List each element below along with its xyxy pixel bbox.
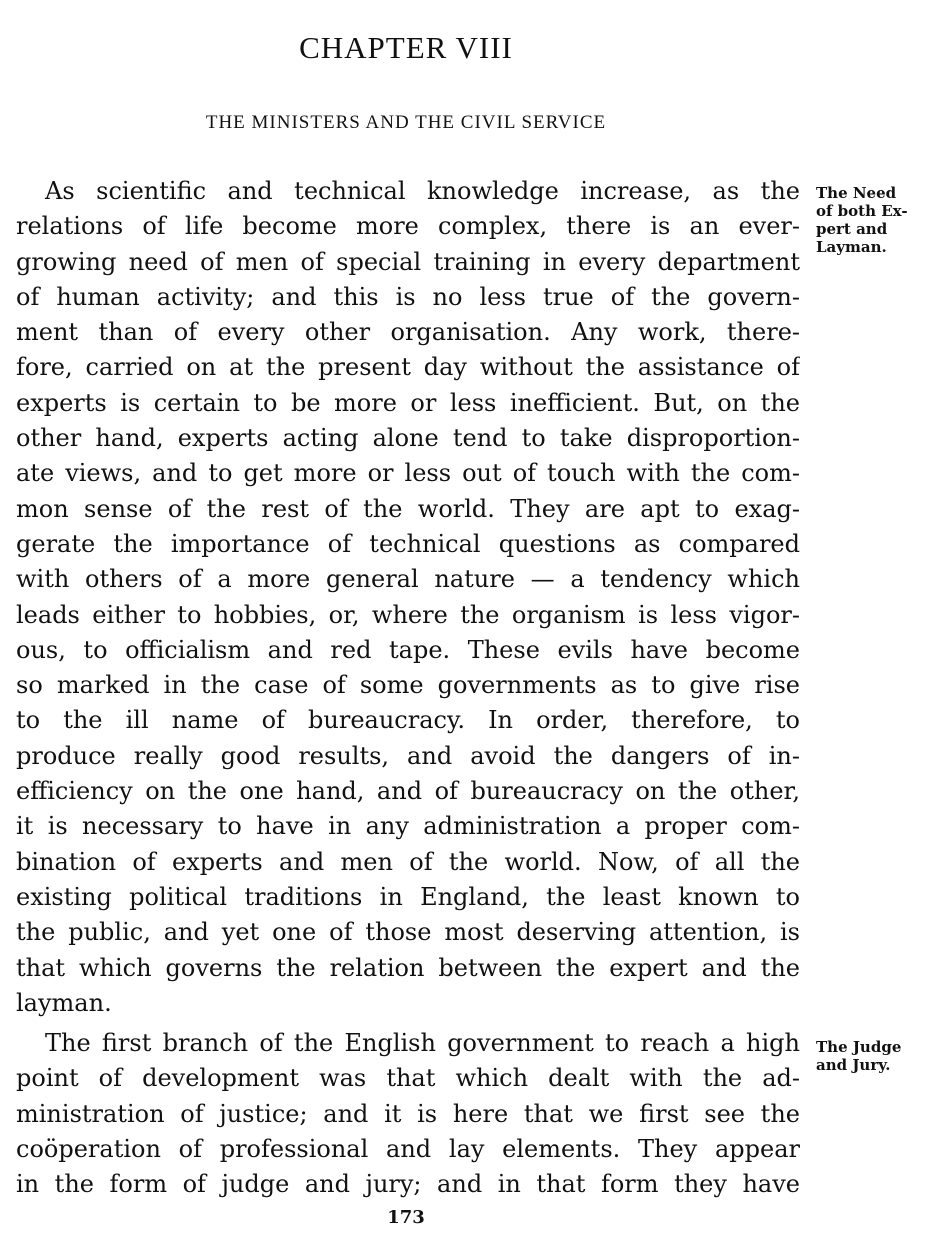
text-line: existing political traditions in England, the least known to bbox=[16, 882, 800, 911]
margin-note-line: pert and bbox=[816, 220, 888, 238]
paragraph-1 bbox=[16, 174, 800, 1021]
text-line: efficiency on the one hand, and of bureaucracy on the other, bbox=[16, 777, 800, 806]
text-line: produce really good results, and avoid the dangers of in- bbox=[16, 741, 800, 770]
chapter-title: CHAPTER VIII bbox=[299, 30, 513, 65]
text-line: it is necessary to have in any administration a proper com- bbox=[16, 812, 800, 841]
text-line: layman. bbox=[16, 988, 112, 1017]
text-line: experts is certain to be more or less inefficient. But, on the bbox=[16, 388, 800, 417]
text-line: mon sense of the rest of the world. They are apt to exag- bbox=[16, 494, 800, 523]
margin-note-line: The Need bbox=[816, 184, 897, 202]
text-line: coöperation of professional and lay elements. They appear bbox=[16, 1134, 800, 1163]
text-line: ate views, and to get more or less out of touch with the com- bbox=[16, 459, 800, 488]
margin-note-line: of both Ex- bbox=[816, 202, 908, 220]
page-number: 173 bbox=[387, 1207, 425, 1228]
margin-note-line: and Jury. bbox=[816, 1056, 891, 1074]
text-line: bination of experts and men of the world. Now, of all the bbox=[16, 847, 800, 876]
text-line: of human activity; and this is no less true of the govern- bbox=[16, 282, 800, 311]
text-line: growing need of men of special training in every department bbox=[16, 247, 800, 276]
margin-note-need-of-expert-and-layman bbox=[816, 184, 908, 256]
section-title: THE MINISTERS AND THE CIVIL SERVICE bbox=[205, 112, 607, 133]
text-line: to the ill name of bureaucracy. In order, therefore, to bbox=[16, 706, 800, 735]
text-line: with others of a more general nature — a tendency which bbox=[16, 565, 800, 594]
text-line: other hand, experts acting alone tend to take disproportion- bbox=[16, 424, 800, 453]
text-line: point of development was that which dealt with the ad- bbox=[16, 1064, 800, 1093]
text-line: gerate the importance of technical questions as compared bbox=[16, 529, 800, 558]
paragraph-2 bbox=[16, 1026, 800, 1202]
text-line: fore, carried on at the present day without the assistance of bbox=[16, 353, 800, 382]
text-line: in the form of judge and jury; and in that form they have bbox=[16, 1170, 800, 1199]
margin-note-judge-and-jury bbox=[816, 1038, 901, 1074]
margin-note-line: Layman. bbox=[816, 238, 887, 256]
margin-note-line: The Judge bbox=[816, 1038, 902, 1056]
text-line: that which governs the relation between the expert and the bbox=[16, 953, 800, 982]
text-line: ministration of justice; and it is here that we first see the bbox=[16, 1099, 800, 1128]
text-line: The first branch of the English government to reach a high bbox=[45, 1029, 800, 1057]
text-line: ment than of every other organisation. Any work, there- bbox=[16, 318, 800, 347]
text-line: ous, to officialism and red tape. These evils have become bbox=[16, 635, 800, 664]
text-line: leads either to hobbies, or, where the organism is less vigor- bbox=[16, 600, 800, 629]
text-line: relations of life become more complex, there is an ever- bbox=[16, 212, 800, 241]
text-line: As scientific and technical knowledge increase, as the bbox=[45, 177, 800, 205]
text-line: the public, and yet one of those most deserving attention, is bbox=[16, 918, 800, 947]
text-line: so marked in the case of some governments as to give rise bbox=[16, 671, 800, 700]
